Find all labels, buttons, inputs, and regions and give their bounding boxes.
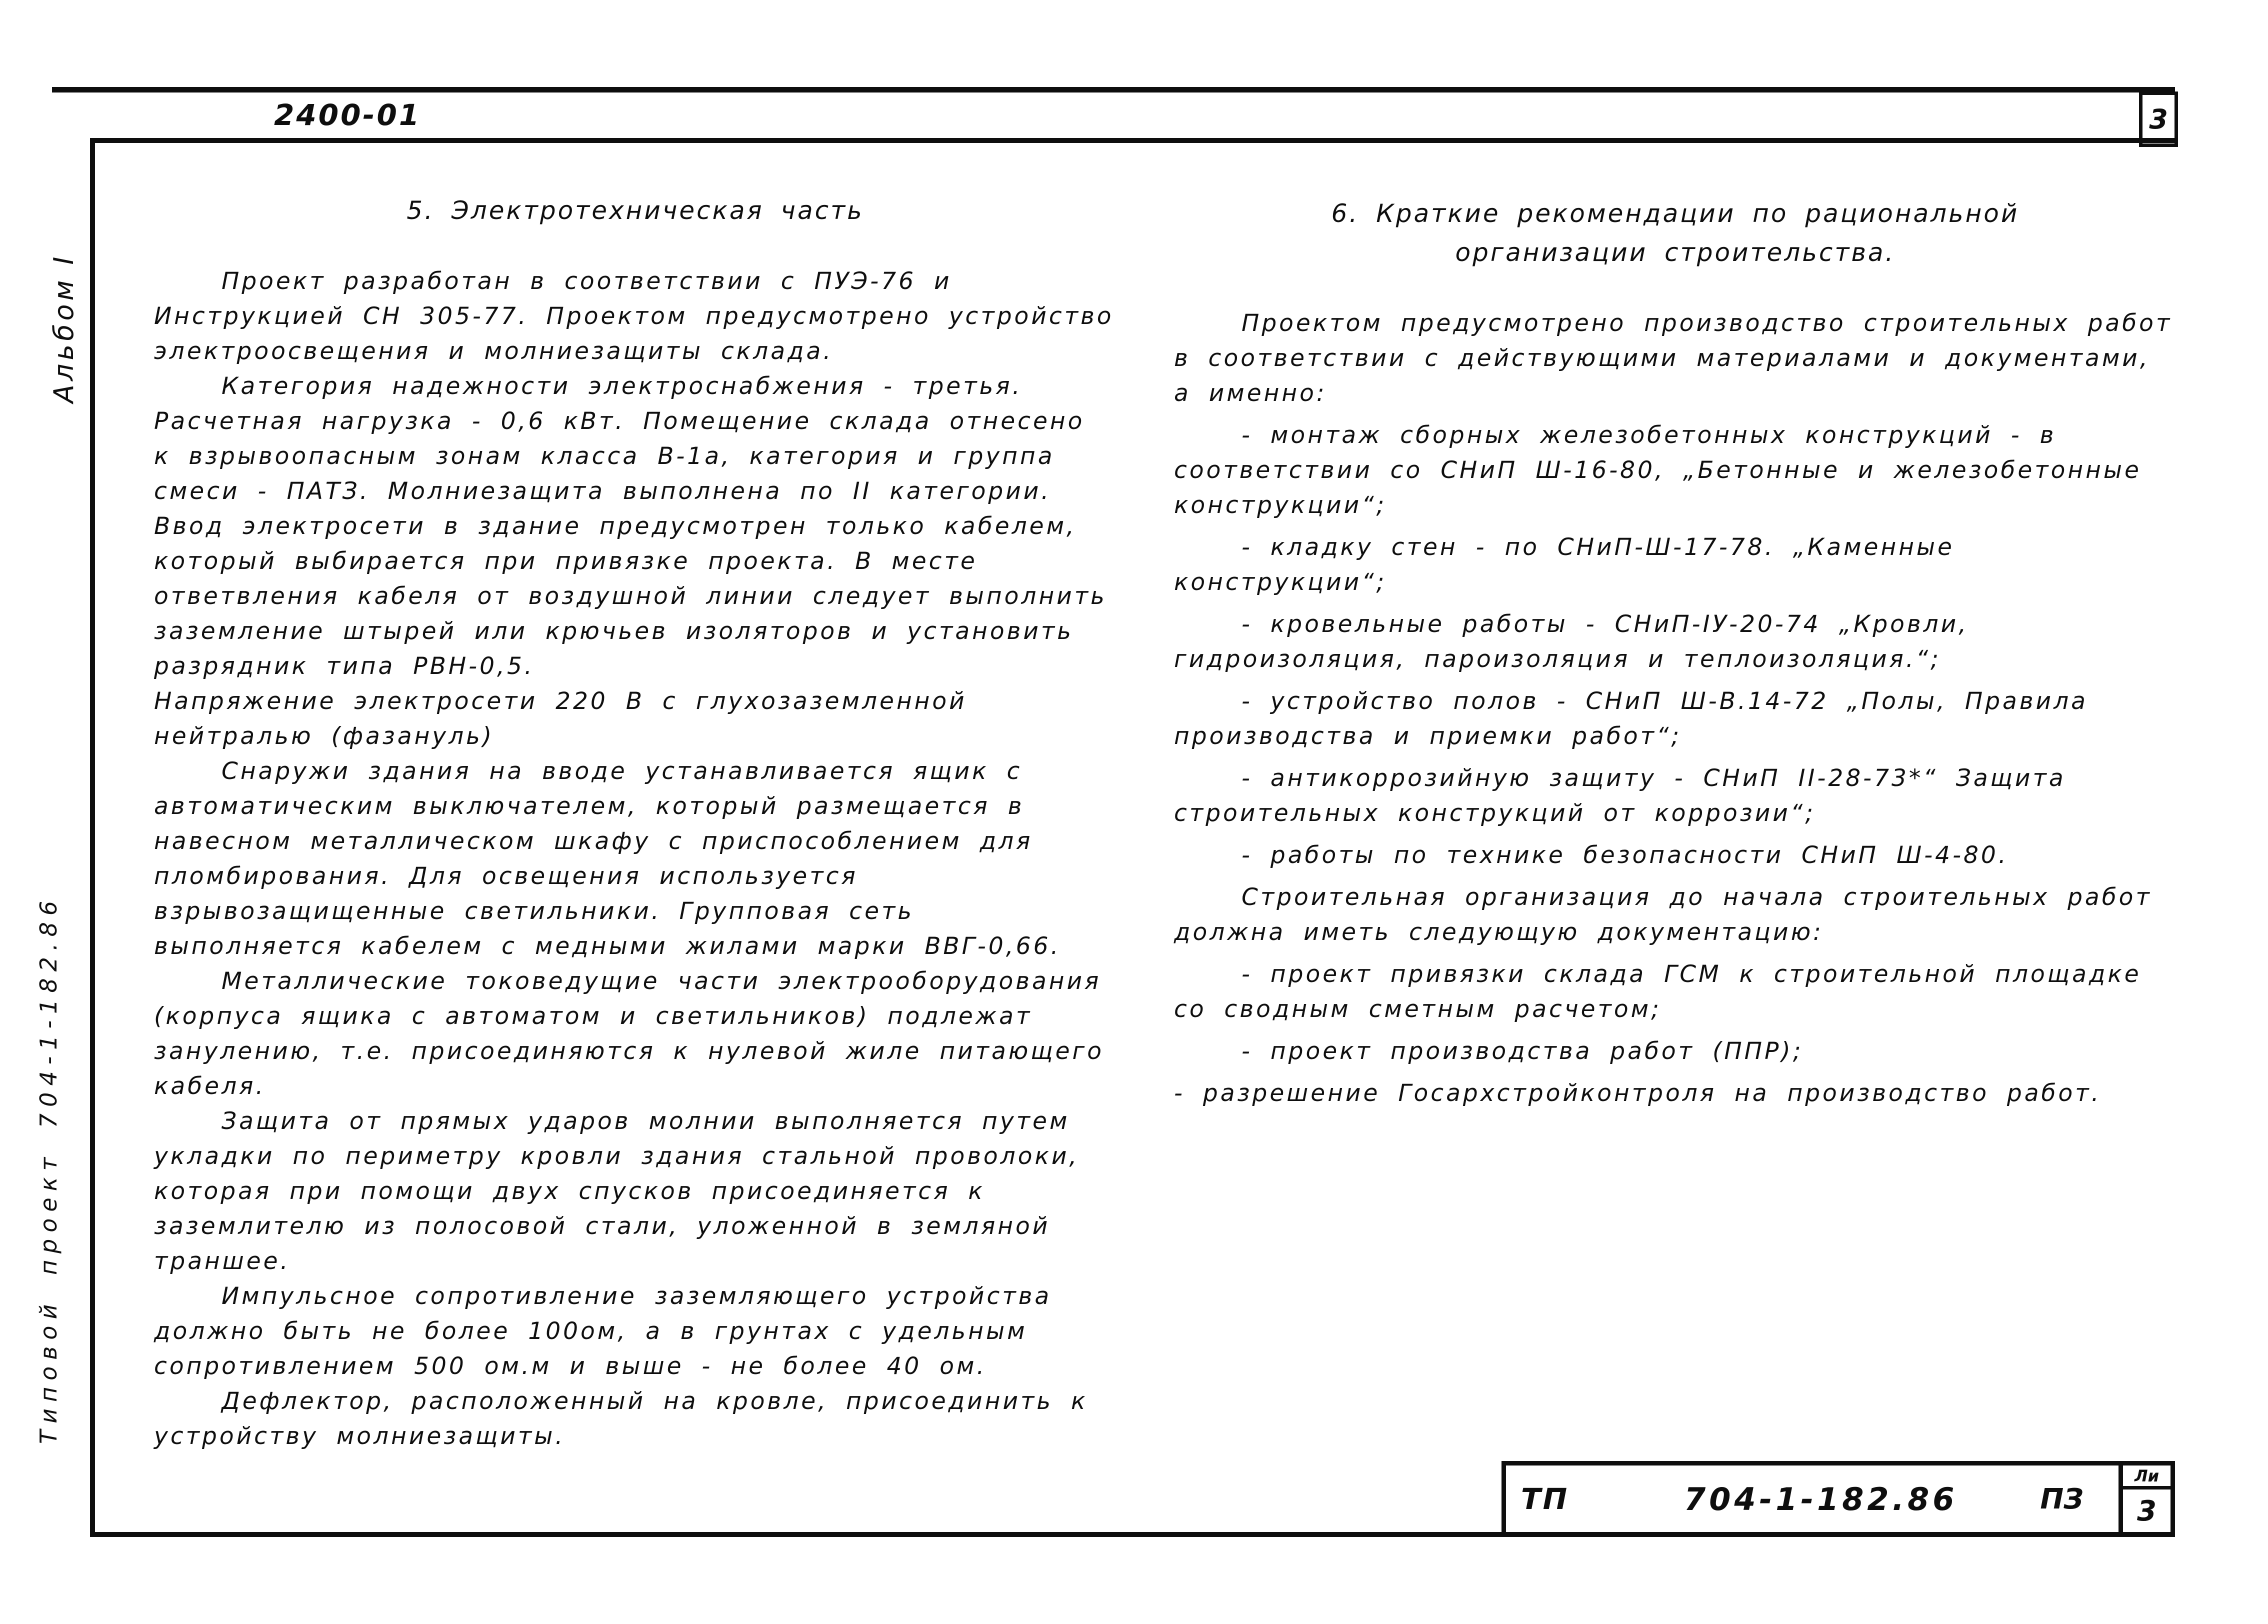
top-border-line	[52, 87, 2175, 92]
paragraph: - разрешение Госархстройконтроля на производство работ.	[1174, 1080, 2102, 1107]
left-column-title: 5. Электротехническая часть	[406, 196, 864, 225]
paragraph: - кладку стен - по СНиП-Ш-17-78. „Каменные конструкции“;	[1174, 534, 1954, 596]
paragraph: - устройство полов - СНиП Ш-В.14-72 „Полы, Правила производства и приемки работ“;	[1174, 688, 2088, 750]
paragraph: - антикоррозийную защиту - СНиП II-28-73*“ Защита строительных конструкций от коррозии“;	[1174, 764, 2066, 827]
paragraph: - проект привязки склада ГСМ к строительной площадке со сводным сметным расчетом;	[1174, 960, 2142, 1023]
document-header-code: 2400-01	[274, 98, 422, 132]
paragraph: Импульсное сопротивление заземляющего устройства должно быть не более 100ом, а в грунтах с удельным сопротивлением 500 ом.м и выше - не более 40 ом.	[154, 1282, 1052, 1380]
paragraph: Ввод электросети в здание предусмотрен только кабелем, который выбирается при привязке проекта. В месте ответвления кабеля от воздушной линии следует выполнить заземление штырей или крючьев изоляторов и установить разрядник типа РВН-0,5.	[154, 512, 1107, 680]
title-block-doc-type: ТП	[1521, 1482, 1570, 1516]
paragraph: Снаружи здания на вводе устанавливается ящик с автоматическим выключателем, который размещается в навесном металлическом шкафу с приспособлением для пломбирования. Для освещения используется взрывозащищенные светильники. Групповая сеть выполняется кабелем с медными жилами марки ВВГ-0,66.	[154, 758, 1061, 960]
paragraph: - кровельные работы - СНиП-IУ-20-74 „Кровли, гидроизоляция, пароизоляция и теплоизоляция.“;	[1174, 610, 1969, 673]
paragraph: Проектом предусмотрено производство строительных работ в соответствии с действующими материалами и документами, а именно:	[1174, 310, 2172, 407]
paragraph: Защита от прямых ударов молнии выполняется путем укладки по периметру кровли здания стальной проволоки, которая при помощи двух спусков присоединяется к заземлителю из полосовой стали, уложенной в земляной траншее.	[154, 1108, 1080, 1275]
paragraph: - работы по технике безопасности СНиП Ш-4-80.	[1242, 842, 2008, 869]
right-column	[1174, 194, 2176, 1118]
margin-project-label: Типовой проект 704-1-182.86	[35, 894, 62, 1444]
margin-album-label: Альбом I	[48, 253, 80, 403]
right-column-paragraphs	[1174, 306, 2176, 1111]
paragraph: Металлические токоведущие части электрооборудования (корпуса ящика с автоматом и светильников) подлежат занулению, т.е. присоединяются к нулевой жиле питающего кабеля.	[154, 968, 1104, 1100]
left-column-paragraphs	[154, 264, 1116, 1454]
title-block-section-code: ПЗ	[2040, 1482, 2084, 1516]
title-block-project-number: 704-1-182.86	[1684, 1480, 1958, 1518]
paragraph: Напряжение электросети 220 В с глухозаземленной нейтралью (фазануль)	[154, 688, 967, 750]
left-column	[154, 191, 1116, 1454]
right-column-title: 6. Краткие рекомендации по рациональной организации строительства.	[1331, 199, 2020, 267]
title-block-sheet-cell	[2118, 1466, 2170, 1532]
paragraph: Дефлектор, расположенный на кровле, присоединить к устройству молниезащиты.	[154, 1388, 1088, 1450]
title-block-sheet-label: Ли	[2123, 1466, 2170, 1490]
paragraph: Проект разработан в соответствии с ПУЭ-76 и Инструкцией СН 305-77. Проектом предусмотрено устройство электроосвещения и молниезащиты склада.	[154, 268, 1114, 365]
title-block	[1502, 1461, 2175, 1537]
paragraph: - проект производства работ (ППР);	[1242, 1038, 1804, 1065]
paragraph: - монтаж сборных железобетонных конструкций - в соответствии со СНиП Ш-16-80, „Бетонные и железобетонные конструкции“;	[1174, 422, 2142, 519]
paragraph: Категория надежности электроснабжения - третья. Расчетная нагрузка - 0,6 кВт. Помещение склада отнесено к взрывоопасным зонам класса В-1а, категория и группа смеси - ПАТЗ. Молниезащита выполнена по II категории.	[154, 372, 1085, 505]
title-block-sheet-number: 3	[2137, 1494, 2156, 1528]
paragraph: Строительная организация до начала строительных работ должна иметь следующую документацию:	[1174, 884, 2152, 946]
corner-sheet-number: 3	[2149, 104, 2168, 135]
